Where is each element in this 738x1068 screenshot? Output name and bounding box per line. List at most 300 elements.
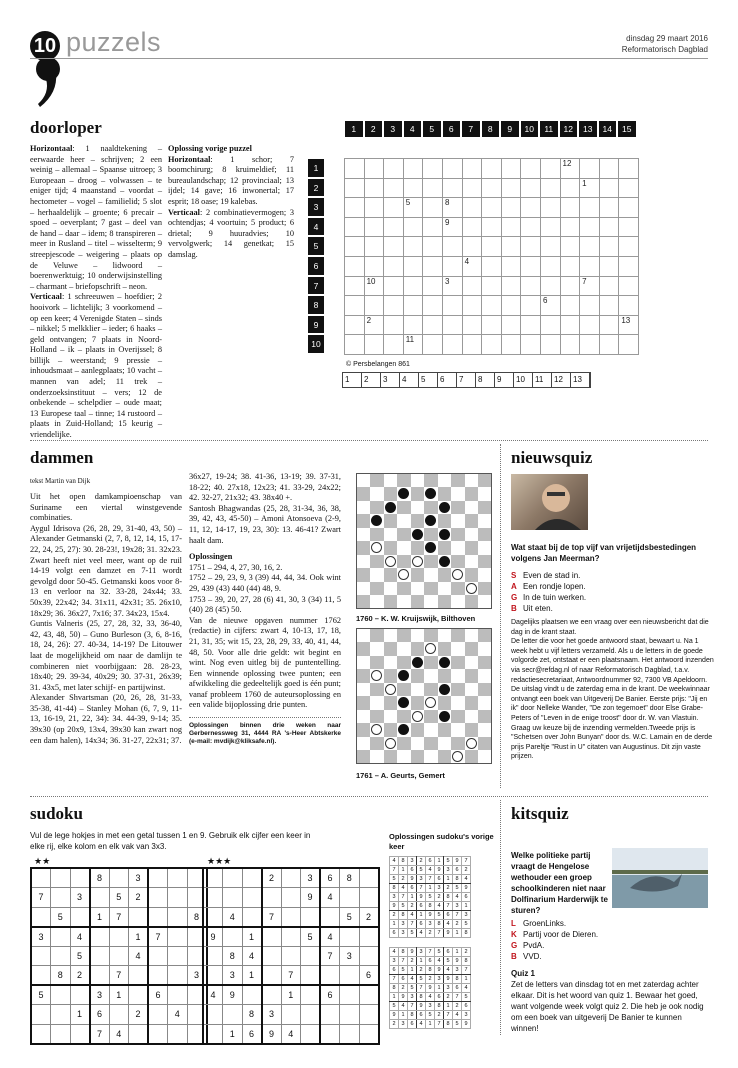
grid-cell[interactable] [501, 335, 521, 355]
grid-cell[interactable]: 5 [403, 198, 423, 218]
sudoku-cell[interactable]: 3 [301, 868, 321, 888]
grid-cell[interactable] [521, 178, 541, 198]
grid-cell[interactable] [540, 198, 560, 218]
grid-cell[interactable] [540, 315, 560, 335]
sudoku-cell[interactable]: 7 [148, 927, 168, 947]
grid-cell[interactable] [619, 296, 639, 316]
grid-cell[interactable] [580, 217, 600, 237]
sudoku-cell[interactable] [359, 888, 379, 908]
grid-cell[interactable] [403, 276, 423, 296]
sudoku-cell[interactable] [109, 946, 129, 966]
grid-cell[interactable] [560, 256, 580, 276]
answer-cell[interactable]: 8 [476, 373, 495, 387]
grid-cell[interactable] [462, 335, 482, 355]
grid-cell[interactable] [403, 237, 423, 257]
sudoku-cell[interactable]: 4 [223, 907, 243, 927]
sudoku-cell[interactable] [148, 888, 168, 908]
grid-cell[interactable] [580, 256, 600, 276]
grid-cell[interactable] [462, 276, 482, 296]
grid-cell[interactable] [482, 276, 502, 296]
sudoku-cell[interactable]: 1 [90, 907, 110, 927]
grid-cell[interactable] [560, 335, 580, 355]
grid-cell[interactable] [423, 178, 443, 198]
sudoku-cell[interactable]: 7 [31, 888, 51, 908]
grid-cell[interactable] [423, 217, 443, 237]
sudoku-cell[interactable] [51, 1005, 71, 1025]
grid-cell[interactable] [345, 159, 365, 179]
grid-cell[interactable] [580, 335, 600, 355]
grid-cell[interactable] [580, 315, 600, 335]
sudoku-cell[interactable] [90, 927, 110, 947]
sudoku-cell[interactable] [359, 1005, 379, 1025]
sudoku-cell[interactable] [301, 1005, 321, 1025]
sudoku-cell[interactable] [203, 946, 223, 966]
sudoku-cell[interactable]: 8 [187, 907, 207, 927]
sudoku-cell[interactable] [340, 888, 360, 908]
grid-cell[interactable] [599, 237, 619, 257]
answer-cell[interactable]: 10 [514, 373, 533, 387]
grid-cell[interactable] [619, 198, 639, 218]
sudoku-cell[interactable] [168, 985, 188, 1005]
sudoku-cell[interactable]: 6 [90, 1005, 110, 1025]
grid-cell[interactable] [384, 256, 404, 276]
grid-cell[interactable] [560, 217, 580, 237]
grid-cell[interactable] [482, 198, 502, 218]
sudoku-cell[interactable] [281, 907, 301, 927]
sudoku-cell[interactable]: 5 [340, 907, 360, 927]
sudoku-cell[interactable] [109, 1005, 129, 1025]
sudoku-cell[interactable] [203, 966, 223, 986]
sudoku-cell[interactable] [168, 966, 188, 986]
grid-cell[interactable] [364, 296, 384, 316]
sudoku-cell[interactable]: 7 [109, 966, 129, 986]
grid-cell[interactable]: 1 [580, 178, 600, 198]
sudoku-cell[interactable]: 1 [281, 985, 301, 1005]
grid-cell[interactable] [619, 217, 639, 237]
sudoku-cell[interactable]: 9 [223, 985, 243, 1005]
sudoku-cell[interactable] [129, 907, 149, 927]
sudoku-cell[interactable]: 8 [51, 966, 71, 986]
grid-cell[interactable] [364, 178, 384, 198]
sudoku-cell[interactable] [70, 868, 90, 888]
grid-cell[interactable] [462, 217, 482, 237]
sudoku-cell[interactable]: 9 [203, 927, 223, 947]
grid-cell[interactable] [403, 256, 423, 276]
sudoku-cell[interactable] [168, 907, 188, 927]
grid-cell[interactable] [560, 178, 580, 198]
grid-cell[interactable] [501, 276, 521, 296]
sudoku-cell[interactable] [262, 946, 282, 966]
grid-cell[interactable] [384, 276, 404, 296]
sudoku-cell[interactable] [70, 985, 90, 1005]
sudoku-cell[interactable] [203, 888, 223, 908]
sudoku-cell[interactable] [359, 927, 379, 947]
sudoku-grid-1[interactable] [30, 867, 208, 1045]
sudoku-cell[interactable]: 4 [320, 888, 340, 908]
sudoku-cell[interactable] [320, 907, 340, 927]
quiz-option[interactable] [511, 940, 711, 951]
sudoku-cell[interactable] [129, 1024, 149, 1044]
sudoku-cell[interactable] [320, 1005, 340, 1025]
sudoku-cell[interactable]: 4 [281, 1024, 301, 1044]
sudoku-cell[interactable] [301, 985, 321, 1005]
sudoku-cell[interactable] [31, 946, 51, 966]
grid-cell[interactable] [482, 178, 502, 198]
sudoku-cell[interactable] [340, 927, 360, 947]
grid-cell[interactable] [384, 296, 404, 316]
answer-cell[interactable]: 3 [381, 373, 400, 387]
answer-cell[interactable]: 7 [457, 373, 476, 387]
sudoku-cell[interactable] [301, 1024, 321, 1044]
sudoku-cell[interactable] [359, 985, 379, 1005]
sudoku-cell[interactable] [359, 868, 379, 888]
grid-cell[interactable] [540, 159, 560, 179]
grid-cell[interactable] [423, 315, 443, 335]
sudoku-cell[interactable]: 4 [168, 1005, 188, 1025]
grid-cell[interactable] [521, 198, 541, 218]
grid-cell[interactable] [501, 198, 521, 218]
grid-cell[interactable] [364, 256, 384, 276]
quiz-option[interactable] [511, 603, 711, 614]
sudoku-cell[interactable]: 1 [223, 1024, 243, 1044]
sudoku-cell[interactable] [148, 868, 168, 888]
grid-cell[interactable]: 10 [364, 276, 384, 296]
sudoku-cell[interactable]: 1 [129, 927, 149, 947]
grid-cell[interactable] [560, 315, 580, 335]
grid-cell[interactable] [423, 276, 443, 296]
grid-cell[interactable] [462, 198, 482, 218]
grid-cell[interactable]: 12 [560, 159, 580, 179]
grid-cell[interactable]: 9 [442, 217, 462, 237]
grid-cell[interactable] [423, 296, 443, 316]
grid-cell[interactable] [384, 237, 404, 257]
quiz-option[interactable] [511, 592, 711, 603]
sudoku-cell[interactable] [31, 966, 51, 986]
grid-cell[interactable] [345, 315, 365, 335]
answer-cell[interactable]: 2 [362, 373, 381, 387]
sudoku-cell[interactable]: 6 [148, 985, 168, 1005]
grid-cell[interactable] [345, 198, 365, 218]
grid-cell[interactable] [423, 335, 443, 355]
sudoku-cell[interactable] [90, 888, 110, 908]
grid-cell[interactable] [442, 315, 462, 335]
grid-cell[interactable] [384, 217, 404, 237]
grid-cell[interactable] [442, 178, 462, 198]
sudoku-cell[interactable]: 2 [262, 868, 282, 888]
grid-cell[interactable] [345, 296, 365, 316]
grid-cell[interactable]: 4 [462, 256, 482, 276]
sudoku-cell[interactable] [340, 1005, 360, 1025]
grid-cell[interactable]: 11 [403, 335, 423, 355]
grid-cell[interactable] [482, 256, 502, 276]
sudoku-cell[interactable] [148, 966, 168, 986]
sudoku-cell[interactable] [90, 966, 110, 986]
sudoku-cell[interactable]: 2 [359, 907, 379, 927]
grid-cell[interactable] [384, 198, 404, 218]
answer-cell[interactable]: 12 [552, 373, 571, 387]
sudoku-cell[interactable] [262, 888, 282, 908]
sudoku-cell[interactable]: 5 [51, 907, 71, 927]
grid-cell[interactable] [384, 315, 404, 335]
answer-cell[interactable]: 5 [419, 373, 438, 387]
grid-cell[interactable] [345, 256, 365, 276]
grid-cell[interactable] [521, 256, 541, 276]
sudoku-cell[interactable] [109, 868, 129, 888]
sudoku-cell[interactable]: 5 [31, 985, 51, 1005]
grid-cell[interactable] [345, 276, 365, 296]
grid-cell[interactable] [384, 178, 404, 198]
grid-cell[interactable] [462, 178, 482, 198]
sudoku-cell[interactable] [203, 1024, 223, 1044]
sudoku-cell[interactable] [320, 1024, 340, 1044]
grid-cell[interactable] [403, 159, 423, 179]
sudoku-cell[interactable]: 4 [129, 946, 149, 966]
sudoku-cell[interactable]: 4 [70, 927, 90, 947]
grid-cell[interactable] [501, 237, 521, 257]
grid-cell[interactable] [403, 315, 423, 335]
grid-cell[interactable] [482, 217, 502, 237]
sudoku-cell[interactable]: 8 [90, 868, 110, 888]
sudoku-cell[interactable]: 7 [109, 907, 129, 927]
grid-cell[interactable] [599, 276, 619, 296]
sudoku-cell[interactable] [242, 868, 262, 888]
sudoku-cell[interactable]: 6 [320, 868, 340, 888]
sudoku-cell[interactable]: 3 [262, 1005, 282, 1025]
sudoku-cell[interactable] [129, 985, 149, 1005]
sudoku-cell[interactable] [31, 1005, 51, 1025]
grid-cell[interactable]: 7 [580, 276, 600, 296]
sudoku-cell[interactable] [148, 907, 168, 927]
sudoku-cell[interactable]: 4 [242, 946, 262, 966]
grid-cell[interactable] [403, 178, 423, 198]
grid-cell[interactable] [540, 237, 560, 257]
grid-cell[interactable] [442, 159, 462, 179]
sudoku-cell[interactable]: 3 [340, 946, 360, 966]
grid-cell[interactable] [599, 159, 619, 179]
sudoku-cell[interactable]: 8 [340, 868, 360, 888]
grid-cell[interactable] [403, 296, 423, 316]
grid-cell[interactable] [599, 315, 619, 335]
sudoku-cell[interactable] [31, 1024, 51, 1044]
sudoku-cell[interactable] [223, 888, 243, 908]
sudoku-cell[interactable]: 3 [187, 966, 207, 986]
sudoku-cell[interactable] [242, 907, 262, 927]
grid-cell[interactable] [521, 159, 541, 179]
grid-cell[interactable] [540, 178, 560, 198]
grid-cell[interactable] [462, 296, 482, 316]
grid-cell[interactable] [540, 217, 560, 237]
sudoku-cell[interactable]: 2 [129, 1005, 149, 1025]
grid-cell[interactable] [580, 237, 600, 257]
sudoku-cell[interactable] [262, 985, 282, 1005]
grid-cell[interactable] [580, 296, 600, 316]
grid-cell[interactable] [482, 315, 502, 335]
sudoku-cell[interactable] [168, 946, 188, 966]
sudoku-cell[interactable] [203, 868, 223, 888]
grid-cell[interactable] [501, 256, 521, 276]
grid-cell[interactable] [599, 335, 619, 355]
sudoku-cell[interactable] [168, 1024, 188, 1044]
grid-cell[interactable] [521, 315, 541, 335]
grid-cell[interactable] [619, 178, 639, 198]
sudoku-cell[interactable] [242, 888, 262, 908]
quiz-option[interactable] [511, 951, 711, 962]
sudoku-cell[interactable] [148, 1024, 168, 1044]
sudoku-cell[interactable]: 3 [129, 868, 149, 888]
sudoku-cell[interactable] [281, 868, 301, 888]
sudoku-cell[interactable] [70, 907, 90, 927]
grid-cell[interactable] [482, 296, 502, 316]
grid-cell[interactable] [462, 315, 482, 335]
grid-cell[interactable] [521, 217, 541, 237]
sudoku-cell[interactable]: 4 [109, 1024, 129, 1044]
sudoku-cell[interactable] [168, 927, 188, 947]
grid-cell[interactable] [482, 237, 502, 257]
sudoku-cell[interactable] [90, 946, 110, 966]
sudoku-cell[interactable] [203, 907, 223, 927]
sudoku-cell[interactable]: 1 [70, 1005, 90, 1025]
grid-cell[interactable] [521, 276, 541, 296]
answer-cell[interactable]: 13 [571, 373, 590, 387]
grid-cell[interactable] [462, 237, 482, 257]
grid-cell[interactable] [521, 237, 541, 257]
grid-cell[interactable]: 3 [442, 276, 462, 296]
sudoku-cell[interactable]: 7 [281, 966, 301, 986]
sudoku-cell[interactable] [51, 927, 71, 947]
grid-cell[interactable] [560, 276, 580, 296]
grid-cell[interactable] [482, 159, 502, 179]
grid-cell[interactable] [345, 217, 365, 237]
sudoku-cell[interactable] [31, 907, 51, 927]
sudoku-cell[interactable] [340, 966, 360, 986]
grid-cell[interactable] [501, 178, 521, 198]
sudoku-cell[interactable]: 3 [90, 985, 110, 1005]
sudoku-cell[interactable] [203, 1005, 223, 1025]
answer-strip[interactable] [342, 372, 591, 388]
grid-cell[interactable] [364, 198, 384, 218]
sudoku-cell[interactable]: 7 [90, 1024, 110, 1044]
sudoku-cell[interactable]: 5 [70, 946, 90, 966]
sudoku-cell[interactable] [51, 985, 71, 1005]
sudoku-cell[interactable] [281, 927, 301, 947]
sudoku-cell[interactable] [31, 868, 51, 888]
doorloper-grid[interactable] [344, 158, 639, 355]
sudoku-cell[interactable]: 6 [242, 1024, 262, 1044]
grid-cell[interactable] [521, 335, 541, 355]
sudoku-cell[interactable] [148, 946, 168, 966]
grid-cell[interactable]: 13 [619, 315, 639, 335]
sudoku-cell[interactable]: 1 [109, 985, 129, 1005]
sudoku-cell[interactable]: 9 [262, 1024, 282, 1044]
sudoku-cell[interactable]: 4 [320, 927, 340, 947]
grid-cell[interactable] [501, 159, 521, 179]
grid-cell[interactable] [580, 159, 600, 179]
grid-cell[interactable]: 8 [442, 198, 462, 218]
grid-cell[interactable] [384, 335, 404, 355]
grid-cell[interactable] [423, 237, 443, 257]
grid-cell[interactable] [442, 237, 462, 257]
grid-cell[interactable] [345, 237, 365, 257]
sudoku-cell[interactable]: 1 [242, 966, 262, 986]
sudoku-cell[interactable] [51, 888, 71, 908]
grid-cell[interactable] [540, 335, 560, 355]
sudoku-cell[interactable] [242, 985, 262, 1005]
grid-cell[interactable] [619, 276, 639, 296]
grid-cell[interactable] [599, 178, 619, 198]
grid-cell[interactable] [599, 256, 619, 276]
quiz-option[interactable] [511, 918, 711, 929]
sudoku-cell[interactable] [223, 927, 243, 947]
grid-cell[interactable] [482, 335, 502, 355]
grid-cell[interactable] [403, 217, 423, 237]
grid-cell[interactable] [501, 315, 521, 335]
grid-cell[interactable] [599, 198, 619, 218]
answer-cell[interactable]: 4 [400, 373, 419, 387]
sudoku-cell[interactable] [70, 1024, 90, 1044]
grid-cell[interactable] [345, 335, 365, 355]
grid-cell[interactable]: 2 [364, 315, 384, 335]
sudoku-cell[interactable]: 5 [301, 927, 321, 947]
grid-cell[interactable] [364, 335, 384, 355]
grid-cell[interactable] [599, 217, 619, 237]
answer-cell[interactable]: 11 [533, 373, 552, 387]
sudoku-cell[interactable] [281, 1005, 301, 1025]
grid-cell[interactable] [501, 217, 521, 237]
grid-cell[interactable] [540, 276, 560, 296]
grid-cell[interactable] [442, 296, 462, 316]
sudoku-cell[interactable]: 2 [70, 966, 90, 986]
sudoku-cell[interactable] [51, 946, 71, 966]
sudoku-cell[interactable] [129, 966, 149, 986]
grid-cell[interactable] [364, 159, 384, 179]
sudoku-cell[interactable] [281, 888, 301, 908]
sudoku-cell[interactable]: 2 [129, 888, 149, 908]
grid-cell[interactable] [462, 159, 482, 179]
sudoku-cell[interactable]: 4 [203, 985, 223, 1005]
grid-cell[interactable] [619, 256, 639, 276]
grid-cell[interactable] [560, 198, 580, 218]
grid-cell[interactable] [423, 256, 443, 276]
sudoku-grid-2[interactable] [202, 867, 380, 1045]
sudoku-cell[interactable] [51, 1024, 71, 1044]
grid-cell[interactable] [580, 198, 600, 218]
grid-cell[interactable] [619, 335, 639, 355]
sudoku-cell[interactable] [281, 946, 301, 966]
sudoku-cell[interactable]: 3 [223, 966, 243, 986]
sudoku-cell[interactable]: 3 [31, 927, 51, 947]
grid-cell[interactable] [345, 178, 365, 198]
sudoku-cell[interactable]: 7 [262, 907, 282, 927]
sudoku-cell[interactable] [320, 966, 340, 986]
grid-cell[interactable] [560, 296, 580, 316]
sudoku-cell[interactable] [223, 1005, 243, 1025]
sudoku-cell[interactable] [301, 946, 321, 966]
sudoku-cell[interactable]: 5 [109, 888, 129, 908]
sudoku-cell[interactable] [340, 1024, 360, 1044]
answer-cell[interactable]: 9 [495, 373, 514, 387]
grid-cell[interactable]: 6 [540, 296, 560, 316]
sudoku-cell[interactable] [109, 927, 129, 947]
grid-cell[interactable] [599, 296, 619, 316]
grid-cell[interactable] [423, 198, 443, 218]
nieuwsquiz-options[interactable] [511, 570, 711, 614]
grid-cell[interactable] [501, 296, 521, 316]
quiz-option[interactable] [511, 581, 711, 592]
grid-cell[interactable] [540, 256, 560, 276]
sudoku-cell[interactable] [359, 1024, 379, 1044]
grid-cell[interactable] [364, 237, 384, 257]
sudoku-cell[interactable] [223, 868, 243, 888]
